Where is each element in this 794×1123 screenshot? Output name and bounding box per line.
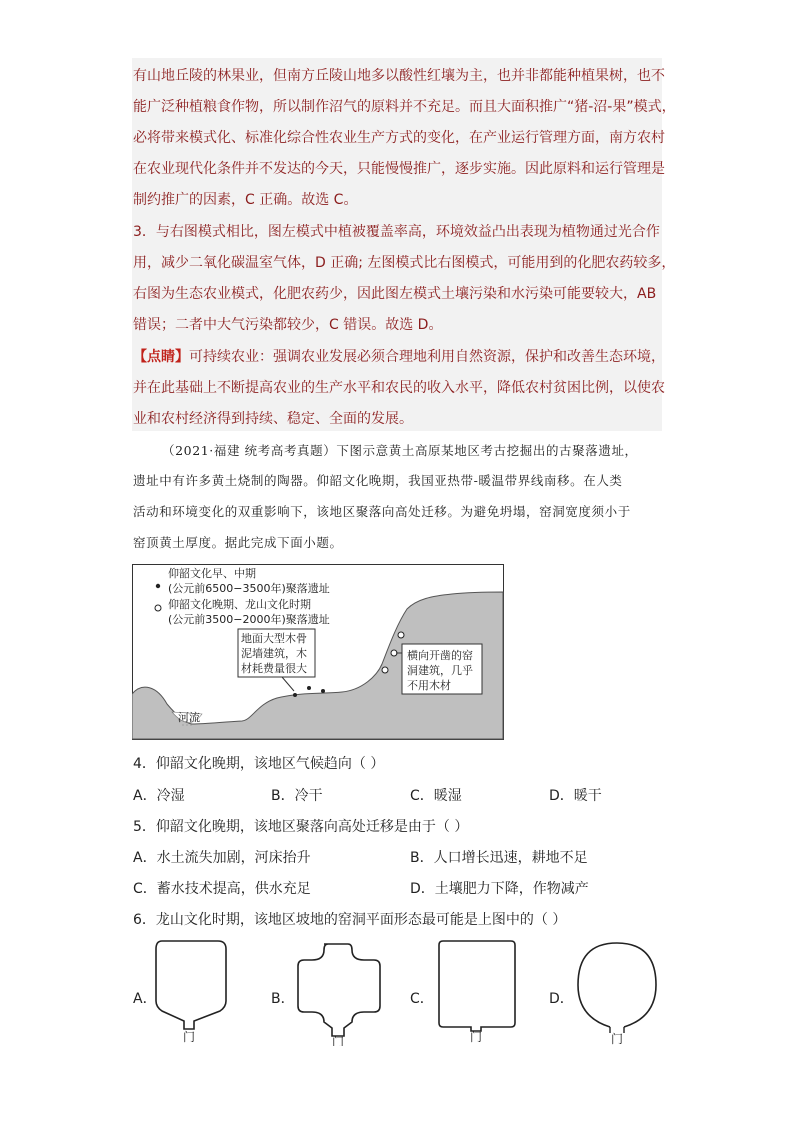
q6-stem: 6．龙山文化时期，该地区坡地的窑洞平面形态最可能是上图中的（ ） — [133, 912, 567, 928]
legend-late-marker — [155, 605, 161, 611]
q6-option-d-label[interactable]: D． — [549, 991, 574, 1007]
svg-text:门: 门 — [183, 1030, 196, 1043]
early-settlement-dot — [321, 689, 325, 693]
q5-option-c[interactable]: C．蓄水技术提高，供水充足 — [133, 881, 311, 897]
q4-option-b[interactable]: B．冷干 — [271, 788, 323, 804]
q5-option-b[interactable]: B．人口增长迅速，耕地不足 — [410, 850, 588, 866]
legend-late-line2: (公元前3500−2000年)聚落遗址 — [168, 613, 330, 626]
q5-option-d[interactable]: D．土壤肥力下降，作物减产 — [410, 881, 589, 897]
early-settlement-dot — [307, 686, 311, 690]
river-label: 河流 — [178, 711, 200, 724]
svg-text:横向开凿的窑: 横向开凿的窑 — [407, 649, 473, 662]
answer-line-1: 有山地丘陵的林果业，但南方丘陵山地多以酸性红壤为主，也并非都能种植果树，也不 — [133, 68, 665, 84]
q6-option-a-label[interactable]: A． — [133, 991, 157, 1007]
point-line-3: 业和农村经济得到持续、稳定、全面的发展。 — [133, 411, 413, 427]
late-settlement-circle — [398, 632, 404, 638]
svg-text:洞建筑，几乎: 洞建筑，几乎 — [407, 664, 473, 677]
q6-option-a-shape[interactable] — [152, 937, 230, 1043]
q4-option-d[interactable]: D．暖干 — [549, 788, 602, 804]
q6-option-c-label[interactable]: C． — [410, 991, 434, 1007]
intro-line-3: 活动和环境变化的双重影响下，该地区聚落向高处迁移。为避免坍塌，窑洞宽度须小于 — [133, 504, 631, 519]
answer-line-5: 制约推广的因素，C 正确。故选 C。 — [133, 192, 358, 208]
q6-option-b-label[interactable]: B． — [271, 991, 295, 1007]
answer-line-6: 3．与右图模式相比，图左模式中植被覆盖率高，环境效益凸出表现为植物通过光合作 — [133, 224, 660, 240]
legend-early-line1: 仰韶文化早、中期 — [168, 567, 256, 580]
answer-line-9: 错误；二者中大气污染都较少，C 错误。故选 D。 — [133, 317, 443, 333]
legend-early-marker — [156, 584, 160, 588]
svg-text:材耗费量很大: 材耗费量很大 — [241, 662, 307, 675]
q6-option-d-shape[interactable] — [572, 937, 662, 1047]
q4-stem: 4．仰韶文化晚期，该地区气候趋向（ ） — [133, 756, 385, 772]
point-line-2: 并在此基础上不断提高农业的生产水平和农民的收入水平，降低农村贫困比例，以使农 — [133, 380, 665, 396]
svg-text:地面大型木骨: 地面大型木骨 — [241, 632, 307, 645]
q6-option-c-shape[interactable] — [435, 937, 519, 1043]
intro-line-1: （2021·福建 统考高考真题）下图示意黄土高原某地区考古挖掘出的古聚落遗址， — [162, 443, 638, 458]
point-text-1: 可持续农业：强调农业发展必须合理地利用自然资源，保护和改善生态环境， — [189, 349, 665, 365]
intro-line-2: 遗址中有许多黄土烧制的陶器。仰韶文化晚期，我国亚热带-暖温带界线南移。在人类 — [133, 473, 623, 488]
svg-text:泥墙建筑，木: 泥墙建筑，木 — [241, 647, 307, 660]
svg-text:门: 门 — [470, 1030, 483, 1043]
svg-text:门: 门 — [611, 1032, 624, 1046]
answer-line-4: 在农业现代化条件并不发达的今天，只能慢慢推广，逐步实施。因此原料和运行管理是 — [133, 161, 665, 177]
point-line-1 — [133, 347, 665, 367]
settlement-diagram — [132, 564, 504, 740]
early-settlement-dot — [293, 693, 297, 697]
answer-line-8: 右图为生态农业模式，化肥农药少，因此图左模式土壤污染和水污染可能要较大，AB — [133, 286, 657, 302]
q6-option-b-shape[interactable] — [294, 940, 386, 1046]
answer-line-2: 能广泛种植粮食作物，所以制作沼气的原料并不充足。而且大面积推广“猪-沼-果”模式， — [133, 99, 676, 115]
q5-option-a[interactable]: A．水土流失加剧，河床抬升 — [133, 850, 311, 866]
answer-line-3: 必将带来模式化、标准化综合性农业生产方式的变化，在产业运行管理方面，南方农村 — [133, 130, 665, 146]
late-settlement-circle — [382, 667, 388, 673]
q4-option-c[interactable]: C．暖湿 — [410, 788, 462, 804]
q5-stem: 5．仰韶文化晚期，该地区聚落向高处迁移是由于（ ） — [133, 819, 469, 835]
answer-line-7: 用，减少二氧化碳温室气体，D 正确; 左图模式比右图模式，可能用到的化肥农药较多， — [133, 255, 676, 271]
legend-early-line2: (公元前6500−3500年)聚落遗址 — [168, 582, 330, 595]
svg-text:不用木材: 不用木材 — [407, 679, 451, 692]
legend-late-line1: 仰韶文化晚期、龙山文化时期 — [168, 598, 311, 611]
intro-line-4: 窑顶黄土厚度。据此完成下面小题。 — [133, 535, 343, 550]
point-tag: 【点睛】 — [133, 349, 189, 365]
svg-text:门: 门 — [332, 1035, 345, 1046]
q4-option-a[interactable]: A．冷湿 — [133, 788, 185, 804]
